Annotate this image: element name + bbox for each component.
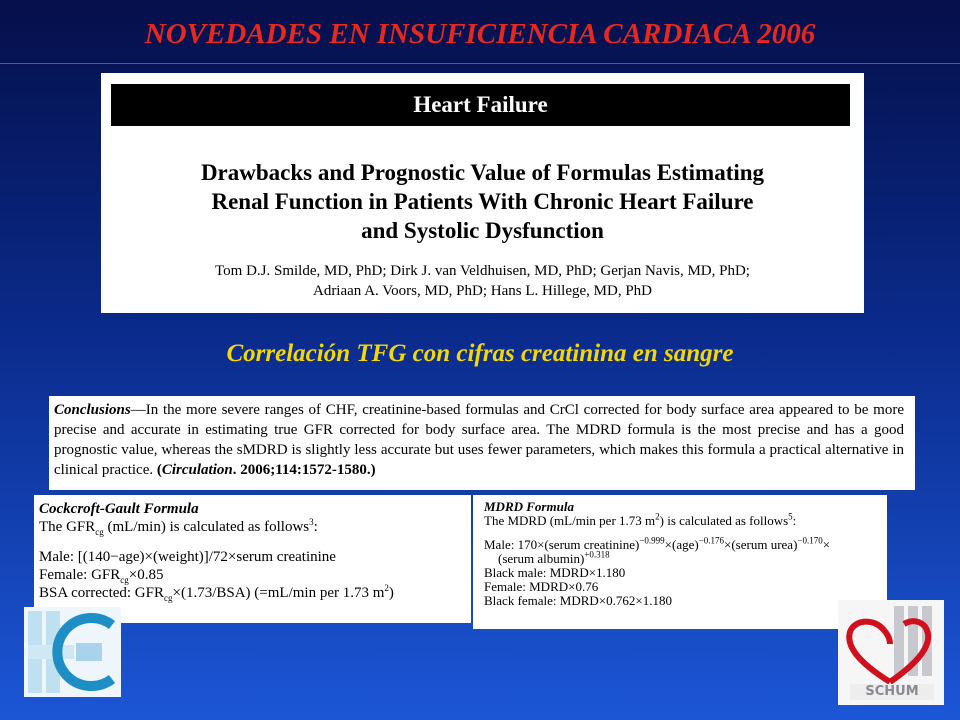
cg-bsa-sub: cg [164,593,173,603]
paper-title-line: and Systolic Dysfunction [361,218,604,243]
hc-logo [24,607,121,697]
citation-open: ( [153,462,162,478]
cg-bsa-text: ×(1.73/BSA) (=mL/min per 1.73 m [172,585,385,601]
mdrd-exponent: −0.170 [797,535,823,546]
paper-authors [101,261,864,301]
mdrd-intro-text: The MDRD (mL/min per 1.73 m [484,513,656,528]
mdrd-exponent: −0.176 [698,535,725,546]
cg-female-text: Female: GFR [39,567,121,583]
mdrd-intro [484,511,884,528]
citation-rest: . 2006;114:1572-1580.) [232,462,376,478]
mdrd-black-female: Black female: MDRD×0.762×1.180 [484,593,672,608]
title-divider [0,63,960,64]
conclusions-text [54,400,904,480]
slide-subtitle: Correlación TFG con cifras creatinina en sangre [226,340,734,367]
cg-intro-text: The GFR [39,519,96,535]
cg-female-sub: cg [120,575,129,585]
mdrd-exponent: −0.999 [639,535,665,546]
mdrd-exponent: +0.318 [584,549,610,560]
citation-journal: Circulation [161,462,233,478]
mdrd-female: Female: MDRD×0.76 [484,579,599,594]
conclusions-card [49,396,915,490]
mdrd-male-formula-cont [484,549,884,566]
cockcroft-intro [39,518,467,536]
cg-intro-text: : [313,519,318,535]
cg-intro-text: (mL/min) is calculated as follows [103,519,310,535]
cg-female-text: ×0.85 [128,567,164,583]
conclusions-lead: Conclusions [54,402,131,418]
journal-section-band: Heart Failure [111,84,850,126]
cockcroft-male: Male: [(140−age)×(weight)]/72×serum creatinine [39,549,336,565]
mdrd-term: ×(age) [664,537,699,552]
author-line: Tom D.J. Smilde, MD, PhD; Dirk J. van Veldhuisen, MD, PhD; Gerjan Navis, MD, PhD; [215,263,750,279]
mdrd-intro-sup: 2 [655,511,660,522]
cockcroft-gault-card [34,495,471,623]
schum-logo-text: SCHUM [865,684,919,699]
paper-title-line: Drawbacks and Prognostic Value of Formulas Estimating [200,160,765,185]
cockcroft-heading: Cockcroft-Gault Formula [39,501,199,517]
cg-bsa-text: BSA corrected: GFR [39,585,164,601]
cg-bsa-sup: 2 [384,583,389,593]
paper-title [101,158,864,245]
paper-header-card [101,73,864,313]
cg-intro-sub: cg [95,527,104,537]
cg-bsa-text: ) [388,585,394,601]
mdrd-card [473,495,887,629]
cockcroft-bsa [39,584,467,602]
mdrd-intro-sup: 5 [788,511,793,522]
mdrd-heading: MDRD Formula [484,499,574,514]
mdrd-intro-text: : [792,513,797,528]
schum-logo [838,600,944,705]
mdrd-term: × [822,537,831,552]
cg-intro-sup: 3 [309,517,314,527]
cockcroft-female [39,566,467,584]
conclusions-body: —In the more severe ranges of CHF, creatinine-based formulas and CrCl corrected for body surface area appeared to be more precise and accurate in estimating true GFR corrected for body surface area. The MDRD formula is the most precise and has a good prognostic value, whereas the sMDRD is slightly less accurate but uses fewer parameters, which makes this formula a practical alternative in clinical practice. [54,402,904,478]
slide-title: NOVEDADES EN INSUFICIENCIA CARDIACA 2006 [144,18,816,50]
mdrd-intro-text: ) is calculated as follows [659,513,789,528]
mdrd-term: ×(serum urea) [724,537,798,552]
hc-logo-mark [24,607,121,697]
mdrd-male-formula [484,535,884,552]
mdrd-term: (serum albumin) [498,551,585,566]
author-line: Adriaan A. Voors, MD, PhD; Hans L. Hillege, MD, PhD [312,283,653,299]
mdrd-black-male: Black male: MDRD×1.180 [484,565,626,580]
mdrd-term: Male: 170×(serum creatinine) [484,537,640,552]
paper-title-line: Renal Function in Patients With Chronic Heart Failure [211,189,754,214]
